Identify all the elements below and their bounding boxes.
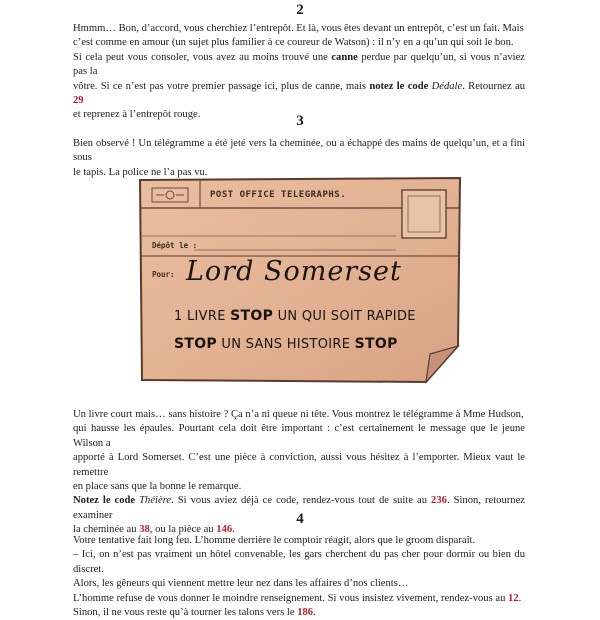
telegram-depot-label: Dépôt le : [152,241,198,250]
text-fragment: . Si vous aviez déjà ce code, rendez-vous tout de suite au [171,495,432,507]
telegram-illustration [134,176,466,388]
text-fragment: 1 LIVRE [174,309,231,324]
reference-link[interactable]: 12 [508,592,519,604]
telegram-pour-label: Pour: [152,270,175,279]
reference-link[interactable]: 38 [139,524,150,536]
text-line [73,80,525,109]
text-fragment: . [313,607,316,619]
section-number-2: 2 [296,2,304,18]
text-line: en place sans que la bonne le remarque. [73,481,242,493]
text-line: c’est comme en amour (un sujet plus familier à ce coureur de Watson) : il n’y en a qu’un qui soit le bon. [73,37,514,49]
text-fragment: Si cela peut vous consoler, vous avez au moins trouvé une [73,51,332,63]
text-line [73,51,525,80]
code-word: Théière [139,495,172,507]
reference-link[interactable]: 186 [297,607,314,619]
telegram-recipient: Lord Somerset [186,256,402,287]
telegram-message-line-1 [174,308,416,324]
text-line [73,592,525,606]
reference-link[interactable]: 29 [73,95,84,107]
reference-link[interactable]: 146 [216,524,233,536]
text-fragment: . [232,524,235,536]
text-fragment: UN SANS HISTOIRE [217,337,355,352]
paragraph-section-3-intro [73,137,525,180]
section-number-3: 3 [296,113,304,129]
paragraph-section-4 [73,534,525,620]
stop-word: STOP [174,336,217,352]
text-line: Hmmm… Bon, d’accord, vous cherchiez l’entrepôt. Et là, vous êtes devant un entrepôt, c’est un fait. Mais [73,23,524,34]
text-fragment: , ou la pièce au [149,524,217,536]
text-fragment: vôtre. Si ce n’est pas votre premier passage ici, plus de canne, mais [73,80,370,92]
section-number-4: 4 [296,511,304,527]
notez-le-code: notez le code [369,80,429,92]
text-fragment: . Sinon, retournez examiner [73,495,525,521]
text-fragment: . Retournez au [462,80,526,92]
text-fragment: . [518,592,522,604]
text-line: Votre tentative fait long feu. L’homme derrière le comptoir réagit, alors que le groom disparaît. [73,535,476,546]
text-line: Alors, les gêneurs qui viennent mettre leur nez dans les affaires d’nos clients… [73,578,409,590]
text-fragment: L’homme refuse de vous donner le moindre renseignement. Si vous insistez vivement, rendez-vous au [73,592,509,604]
text-fragment: Sinon, il ne vous reste qu’à tourner les talons vers le [73,607,298,619]
code-word: Dédale [431,80,463,92]
paragraph-section-2 [73,22,525,123]
canne-word: canne [331,51,358,63]
text-line: apporté à Lord Somerset. C’est une pièce à conviction, aussi vous hésitez à l’emporter. Mieux vaut le remettre [73,452,525,478]
text-line [73,606,525,620]
notez-le-code: Notez le code [73,495,136,507]
text-line: qui hausse les épaules. Pourtant cela doit être important : c’est certainement le message que le jeune Wilson a [73,423,525,449]
text-fragment: perdue par quelqu’un, si vous n’aviez pas la [73,51,526,78]
text-line: et reprenez à l’entrepôt rouge. [73,109,201,121]
text-fragment: UN QUI SOIT RAPIDE [273,309,416,324]
reference-link[interactable]: 236 [431,495,447,507]
text-line: – Ici, on n’est pas vraiment un hôtel convenable, les gars cherchent du pas cher pour dormir ou bien du discret. [73,549,525,575]
text-line: Bien observé ! Un télégramme a été jeté vers la cheminée, ou a échappé des mains de quelqu’un, et a fini sous [73,138,525,164]
text-line: le tapis. La police ne l’a pas vu. [73,166,208,178]
stop-word: STOP [230,308,274,324]
telegram-heading: POST OFFICE TELEGRAPHS. [210,190,347,200]
stop-word: STOP [354,336,398,352]
text-line: Un livre court mais… sans histoire ? Ça n’a ni queue ni tête. Vous montrez le télégramme à Mme Hudson, [73,409,524,420]
telegram-message-line-2 [174,336,398,352]
text-fragment: la cheminée au [73,524,140,536]
